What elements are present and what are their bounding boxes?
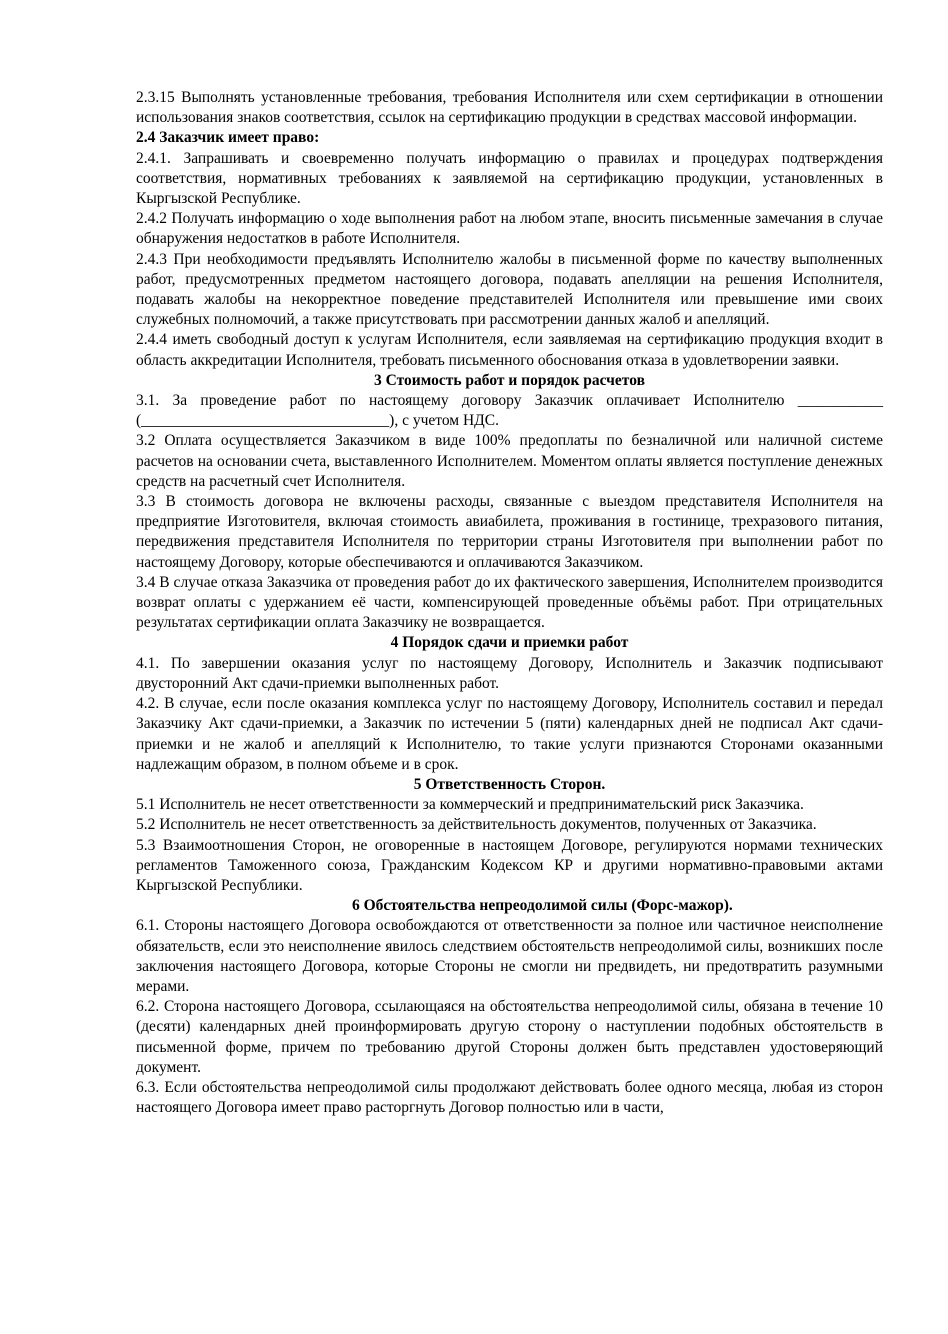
clause-2-3-15: 2.3.15 Выполнять установленные требования, требования Исполнителя или схем сертификации в отношении использования знаков соответствия, ссылок на сертификацию продукции в средствах массовой информации. <box>136 89 883 127</box>
document-page <box>136 88 883 1118</box>
clause-6-2: 6.2. Сторона настоящего Договора, ссылающаяся на обстоятельства непреодолимой силы, обязана в течение 10 (десяти) календарных дней проинформировать другую сторону о наступлении подобных обстоятельств в письменной форме, причем по требованию другой Стороны должен быть представлен удостоверяющий документ. <box>136 998 883 1076</box>
heading-2-4: 2.4 Заказчик имеет право: <box>136 129 320 147</box>
clause-6-3: 6.3. Если обстоятельства непреодолимой силы продолжают действовать более одного месяца, любая из сторон настоящего Договора имеет право расторгнуть Договор полностью или в части, <box>136 1078 883 1117</box>
clause-6-1: 6.1. Стороны настоящего Договора освобождаются от ответственности за полное или частичное неисполнение обязательств, если это неисполнение явилось следствием обстоятельств непреодолимой силы, возникших после заключения настоящего Договора, которые Стороны не смогли ни предвидеть, ни предотвратить разумными мерами. <box>136 917 883 995</box>
clause-2-4-3: 2.4.3 При необходимости предъявлять Исполнителю жалобы в письменной форме по качеству выполненных работ, предусмотренных предметом настоящего договора, подавать апелляции на решения Исполнителя, подавать жалобы на некорректное поведение представителей Исполнителя или превышение ими своих служебных полномочий, а также присутствовать при рассмотрении данных жалоб и апелляций. <box>136 250 883 329</box>
section-5-title: 5 Ответственность Сторон. <box>413 775 606 793</box>
clause-3-1: 3.1. За проведение работ по настоящему договору Заказчик оплачивает Исполнителю ___________ (________________________________), с учетом НДС. <box>136 392 883 430</box>
section-4-title: 4 Порядок сдачи и приемки работ <box>390 634 629 652</box>
clause-3-4: 3.4 В случае отказа Заказчика от проведения работ до их фактического завершения, Исполнителем производится возврат оплаты с удержанием её части, компенсирующей проведенные объёмы работ. При отрицательных результатах сертификации оплата Заказчику не возвращается. <box>136 573 883 632</box>
clause-2-4-2: 2.4.2 Получать информацию о ходе выполнения работ на любом этапе, вносить письменные замечания в случае обнаружения недостатков в работе Исполнителя. <box>136 210 883 248</box>
clause-2-4-1: 2.4.1. Запрашивать и своевременно получать информацию о правилах и процедурах подтверждения соответствия, нормативных требованиях к заявляемой на сертификацию продукции, установленных в Кыргызской Республике. <box>136 149 883 208</box>
section-3-title: 3 Стоимость работ и порядок расчетов <box>374 371 645 389</box>
clause-4-2: 4.2. В случае, если после оказания комплекса услуг по настоящему Договору, Исполнитель составил и передал Заказчику Акт сдачи-приемки, а Заказчик по истечении 5 (пяти) календарных дней не подписал Акт сдачи-приемки и не жалоб и апелляций к Исполнителю, то такие услуги признаются Сторонами оказанными надлежащим образом, в полном объеме и в срок. <box>136 695 883 773</box>
clause-4-1: 4.1. По завершении оказания услуг по настоящему Договору, Исполнитель и Заказчик подписывают двусторонний Акт сдачи-приемки выполненных работ. <box>136 654 883 692</box>
clause-2-4-4: 2.4.4 иметь свободный доступ к услугам Исполнителя, если заявляемая на сертификацию продукция входит в область аккредитации Исполнителя, требовать письменного обоснования отказа в удовлетворении заявки. <box>136 331 883 369</box>
clause-5-2: 5.2 Исполнитель не несет ответственность за действительность документов, полученных от Заказчика. <box>136 816 817 834</box>
clause-3-2: 3.2 Оплата осуществляется Заказчиком в виде 100% предоплаты по безналичной или наличной системе расчетов на основании счета, выставленного Исполнителем. Моментом оплаты является поступление денежных средств на расчетный счет Исполнителя. <box>136 432 883 490</box>
clause-5-3: 5.3 Взаимоотношения Сторон, не оговоренные в настоящем Договоре, регулируются нормами технических регламентов Таможенного союза, Гражданским Кодексом КР и другими нормативно-правовыми актами Кыргызской Республики. <box>136 836 883 894</box>
section-6-title: 6 Обстоятельства непреодолимой силы (Форс-мажор). <box>352 897 733 915</box>
clause-3-3: 3.3 В стоимость договора не включены расходы, связанные с выездом представителя Исполнителя на предприятие Изготовителя, включая стоимость авиабилета, проживания в гостинице, трехразового питания, передвижения представителя Исполнителя по территории страны Изготовителя при выполнении работ по настоящему Договору, которые обеспечиваются и оплачиваются Заказчиком. <box>136 493 883 571</box>
clause-5-1: 5.1 Исполнитель не несет ответственности за коммерческий и предпринимательский риск Заказчика. <box>136 796 804 814</box>
